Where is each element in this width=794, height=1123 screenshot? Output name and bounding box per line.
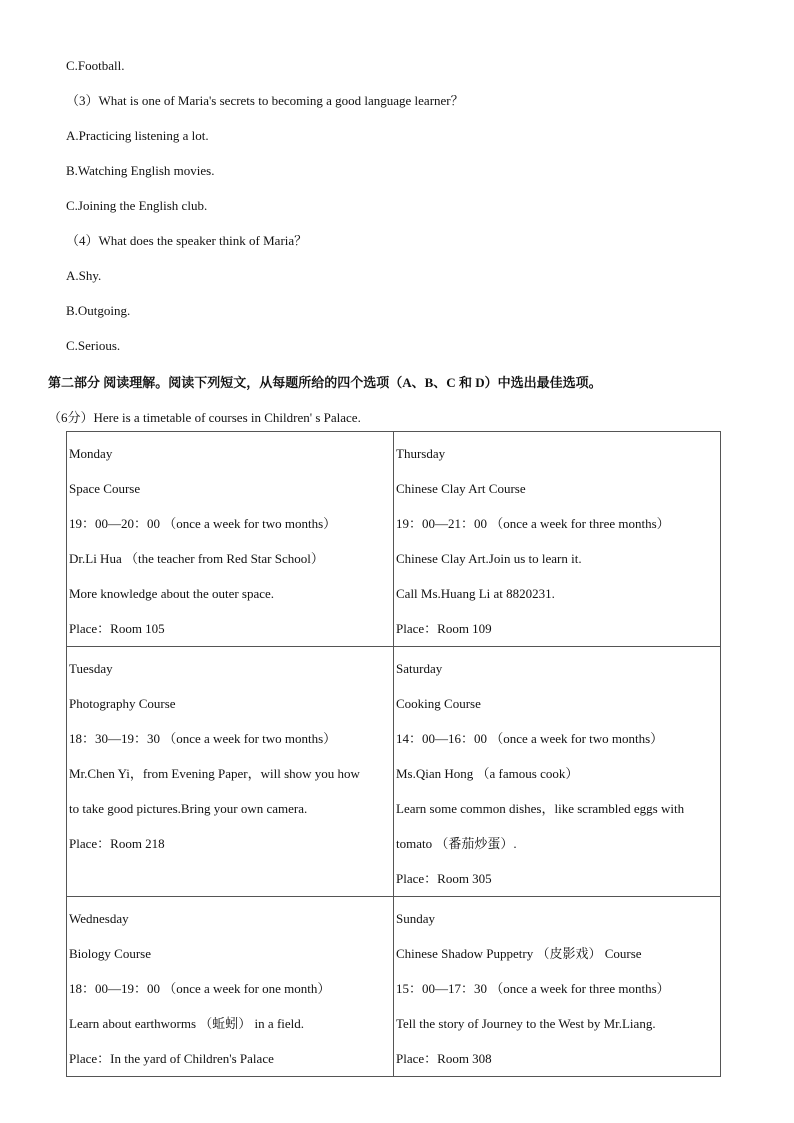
question-text: （3）What is one of Maria's secrets to becoming a good language learner？: [66, 93, 464, 108]
table-row: [67, 647, 721, 897]
course-teacher: Dr.Li Hua （the teacher from Red Star School）: [69, 551, 324, 566]
course-name: Chinese Clay Art Course: [396, 481, 526, 496]
course-day: Thursday: [396, 446, 446, 461]
course-place: Place：Room 109: [396, 621, 492, 636]
course-time: 19：00—20：00 （once a week for two months）: [69, 516, 337, 531]
course-time: 18：30—19：30 （once a week for two months）: [69, 731, 337, 746]
option-text: A.Practicing listening a lot.: [66, 128, 209, 143]
course-cell-tuesday: [67, 647, 394, 897]
course-desc: More knowledge about the outer space.: [69, 586, 275, 601]
course-time: 18：00—19：00 （once a week for one month）: [69, 981, 331, 996]
course-desc: tomato （番茄炒蛋）.: [396, 836, 517, 851]
section-heading: 第二部分 阅读理解。阅读下列短文，从每题所给的四个选项（A、B、C 和 D）中选出最佳选项。: [48, 375, 602, 390]
table-row: [67, 897, 721, 1077]
option-text: B.Outgoing.: [66, 303, 131, 318]
course-name: Cooking Course: [396, 696, 481, 711]
course-time: 14：00—16：00 （once a week for two months）: [396, 731, 664, 746]
course-desc: Chinese Clay Art.Join us to learn it.: [396, 551, 582, 566]
question-text: （4）What does the speaker think of Maria？: [66, 233, 308, 248]
course-name: Photography Course: [69, 696, 176, 711]
course-place: Place：Room 305: [396, 871, 492, 886]
course-teacher: Ms.Qian Hong （a famous cook）: [396, 766, 579, 781]
course-name: Space Course: [69, 481, 141, 496]
course-time: 19：00—21：00 （once a week for three months）: [396, 516, 670, 531]
course-place: Place：Room 105: [69, 621, 165, 636]
course-teacher: Mr.Chen Yi，from Evening Paper，will show you how: [69, 766, 360, 781]
course-cell-wednesday: [67, 897, 394, 1077]
option-text: C.Joining the English club.: [66, 198, 208, 213]
course-desc: to take good pictures.Bring your own camera.: [69, 801, 308, 816]
course-desc: Learn about earthworms （蚯蚓） in a field.: [69, 1016, 305, 1031]
course-place: Place：In the yard of Children's Palace: [69, 1051, 274, 1066]
course-cell-thursday: [394, 432, 721, 647]
course-desc: Tell the story of Journey to the West by Mr.Liang.: [396, 1016, 656, 1031]
option-text: A.Shy.: [66, 268, 102, 283]
course-cell-saturday: [394, 647, 721, 897]
course-place: Place：Room 218: [69, 836, 165, 851]
course-day: Wednesday: [69, 911, 129, 926]
course-name: Biology Course: [69, 946, 151, 961]
course-time: 15：00—17：30 （once a week for three months）: [396, 981, 670, 996]
course-contact: Call Ms.Huang Li at 8820231.: [396, 586, 555, 601]
course-desc: Learn some common dishes，like scrambled eggs with: [396, 801, 685, 816]
table-row: [67, 432, 721, 647]
passage-intro: （6分）Here is a timetable of courses in Children' s Palace.: [48, 410, 361, 425]
course-name: Chinese Shadow Puppetry （皮影戏） Course: [396, 946, 642, 961]
course-cell-sunday: [394, 897, 721, 1077]
course-day: Monday: [69, 446, 113, 461]
course-place: Place：Room 308: [396, 1051, 492, 1066]
course-day: Sunday: [396, 911, 435, 926]
course-day: Tuesday: [69, 661, 113, 676]
timetable: [66, 431, 721, 1077]
course-cell-monday: [67, 432, 394, 647]
option-text: B.Watching English movies.: [66, 163, 215, 178]
option-text: C.Football.: [66, 58, 125, 73]
option-text: C.Serious.: [66, 338, 121, 353]
course-day: Saturday: [396, 661, 443, 676]
